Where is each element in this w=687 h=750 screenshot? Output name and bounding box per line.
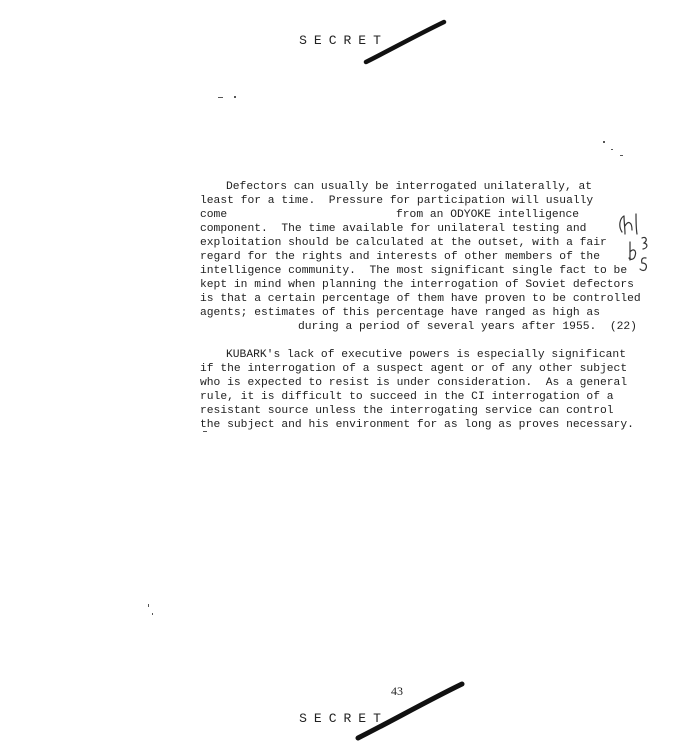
text-line: component. The time available for unilateral testing and xyxy=(200,223,587,235)
page-number: 43 xyxy=(391,684,403,698)
text-line: regard for the rights and interests of other members of the xyxy=(200,251,600,263)
scan-speck xyxy=(234,96,236,98)
text-line: who is expected to resist is under consideration. As a general xyxy=(200,377,628,389)
text-line: least for a time. Pressure for participation will usually xyxy=(200,195,594,207)
text-line: come xyxy=(200,209,228,221)
text-line: kept in mind when planning the interrogation of Soviet defectors xyxy=(200,279,634,291)
text-line: from an ODYOKE intelligence xyxy=(396,209,580,221)
top-classification-marking: SECRET xyxy=(299,33,388,48)
scan-speck xyxy=(620,155,623,156)
text-line: during a period of several years after 1955. (22) xyxy=(298,321,637,333)
scan-speck xyxy=(218,97,223,98)
text-line: agents; estimates of this percentage have ranged as high as xyxy=(200,307,600,319)
text-line: resistant source unless the interrogating service can control xyxy=(200,405,614,417)
text-line: exploitation should be calculated at the outset, with a fair xyxy=(200,237,607,249)
scan-speck xyxy=(152,613,153,615)
scan-speck xyxy=(611,149,613,150)
text-line: the subject and his environment for as long as proves necessary. xyxy=(200,419,634,431)
bottom-classification-marking: SECRET xyxy=(299,711,388,726)
text-line: rule, it is difficult to succeed in the CI interrogation of a xyxy=(200,391,614,403)
scan-speck xyxy=(603,141,605,143)
scan-speck xyxy=(203,431,207,432)
text-line: KUBARK's lack of executive powers is especially significant xyxy=(226,349,626,361)
handwritten-margin-note xyxy=(612,208,662,278)
text-line: is that a certain percentage of them have proven to be controlled xyxy=(200,293,641,305)
scan-speck xyxy=(148,604,149,607)
text-line: if the interrogation of a suspect agent or of any other subject xyxy=(200,363,628,375)
text-line: intelligence community. The most significant single fact to be xyxy=(200,265,628,277)
text-line: Defectors can usually be interrogated unilaterally, at xyxy=(226,181,593,193)
